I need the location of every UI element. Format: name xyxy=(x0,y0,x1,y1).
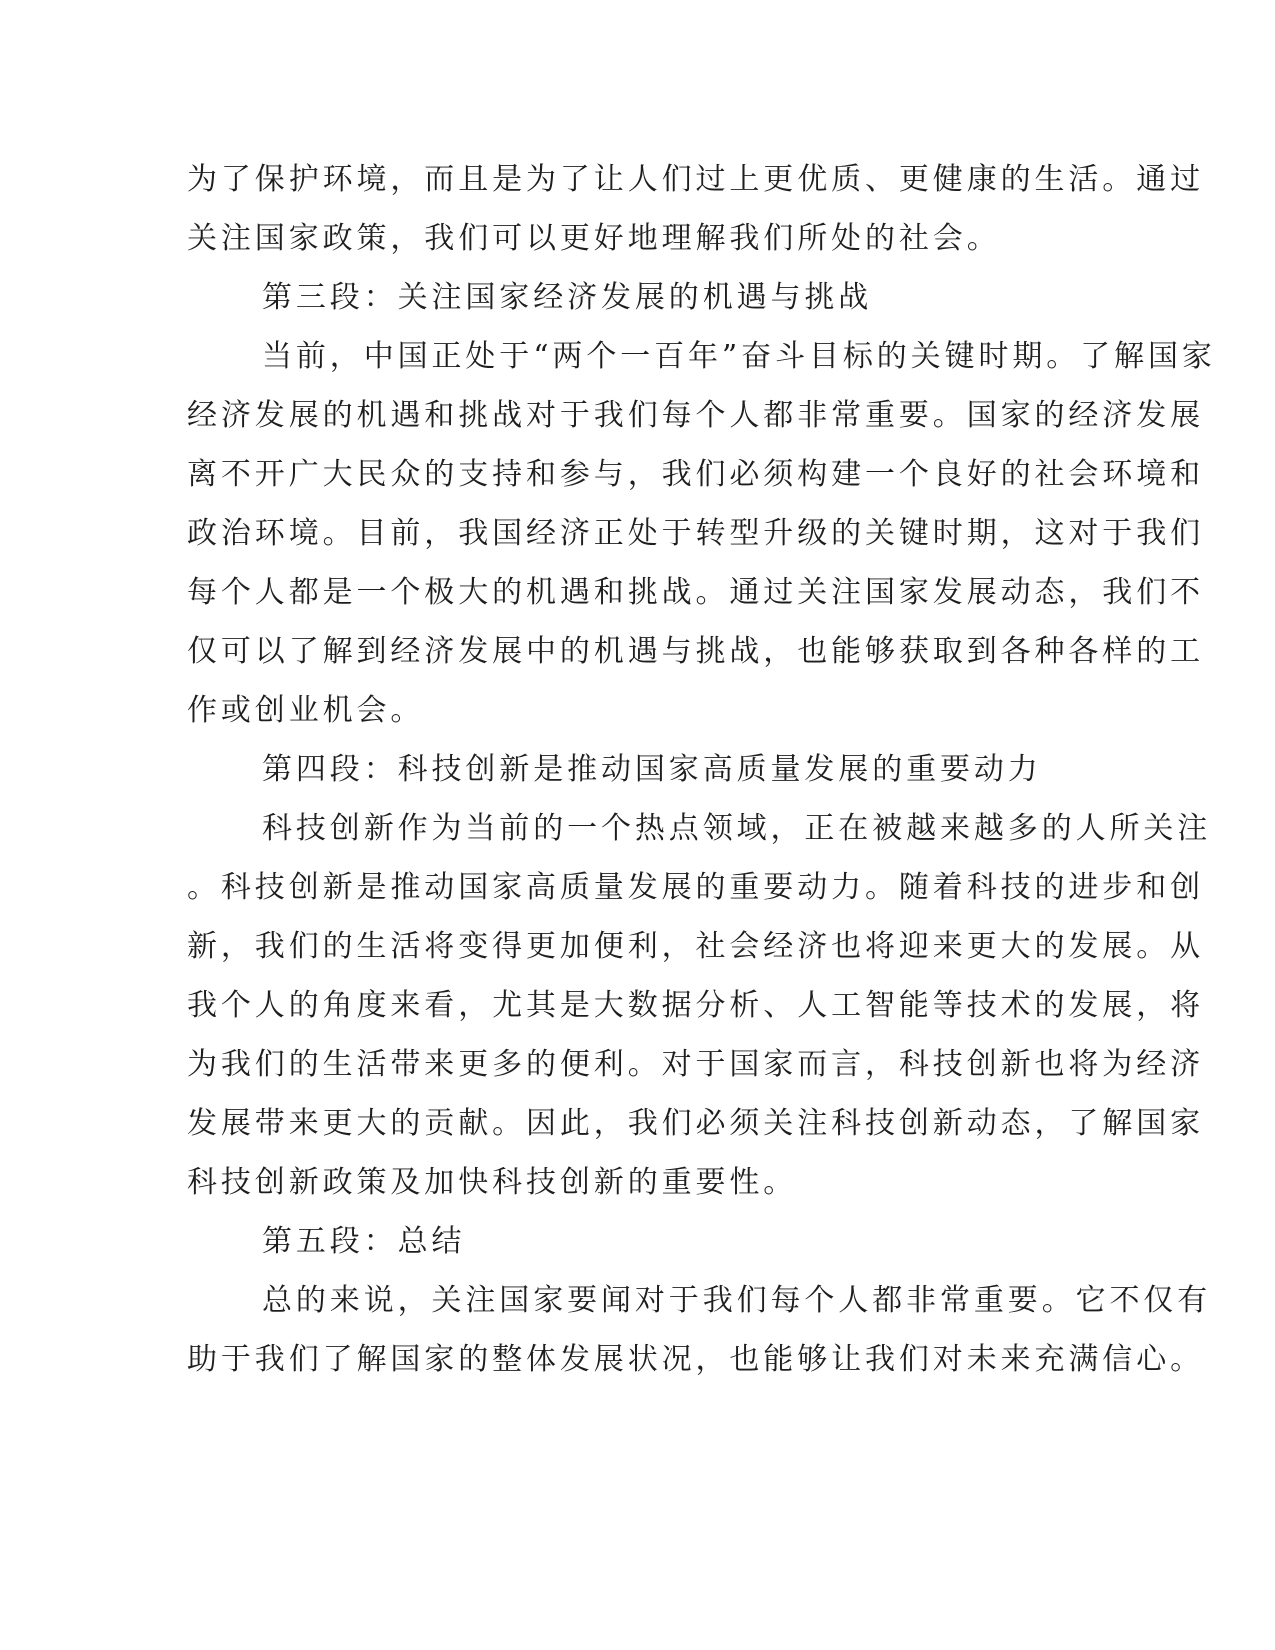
text-line: 。科技创新是推动国家高质量发展的重要动力。随着科技的进步和创 xyxy=(187,870,1204,905)
text-line: 发展带来更大的贡献。因此，我们必须关注科技创新动态，了解国家 xyxy=(187,1106,1204,1141)
text-line: 作或创业机会。 xyxy=(187,693,425,728)
text-line: 离不开广大民众的支持和参与，我们必须构建一个良好的社会环境和 xyxy=(187,457,1204,492)
section-heading-5: 第五段：总结 xyxy=(262,1224,466,1259)
section-heading-4: 第四段：科技创新是推动国家高质量发展的重要动力 xyxy=(262,752,1042,787)
text-line: 每个人都是一个极大的机遇和挑战。通过关注国家发展动态，我们不 xyxy=(187,575,1204,610)
text-line: 助于我们了解国家的整体发展状况，也能够让我们对未来充满信心。 xyxy=(187,1342,1204,1377)
text-line: 关注国家政策，我们可以更好地理解我们所处的社会。 xyxy=(187,221,1001,256)
text-line: 我个人的角度来看，尤其是大数据分析、人工智能等技术的发展，将 xyxy=(187,988,1204,1023)
text-line: 总的来说，关注国家要闻对于我们每个人都非常重要。它不仅有 xyxy=(262,1283,1212,1318)
text-line: 仅可以了解到经济发展中的机遇与挑战，也能够获取到各种各样的工 xyxy=(187,634,1204,669)
text-line: 为我们的生活带来更多的便利。对于国家而言，科技创新也将为经济 xyxy=(187,1047,1204,1082)
text-line: 科技创新作为当前的一个热点领域，正在被越来越多的人所关注 xyxy=(262,811,1212,846)
text-line: 经济发展的机遇和挑战对于我们每个人都非常重要。国家的经济发展 xyxy=(187,398,1204,433)
text-line: 科技创新政策及加快科技创新的重要性。 xyxy=(187,1165,798,1200)
text-line: 为了保护环境，而且是为了让人们过上更优质、更健康的生活。通过 xyxy=(187,162,1204,197)
section-heading-3: 第三段：关注国家经济发展的机遇与挑战 xyxy=(262,280,873,315)
text-line: 新，我们的生活将变得更加便利，社会经济也将迎来更大的发展。从 xyxy=(187,929,1204,964)
text-line: 当前，中国正处于“两个一百年”奋斗目标的关键时期。了解国家 xyxy=(262,339,1216,374)
text-line: 政治环境。目前，我国经济正处于转型升级的关键时期，这对于我们 xyxy=(187,516,1204,551)
